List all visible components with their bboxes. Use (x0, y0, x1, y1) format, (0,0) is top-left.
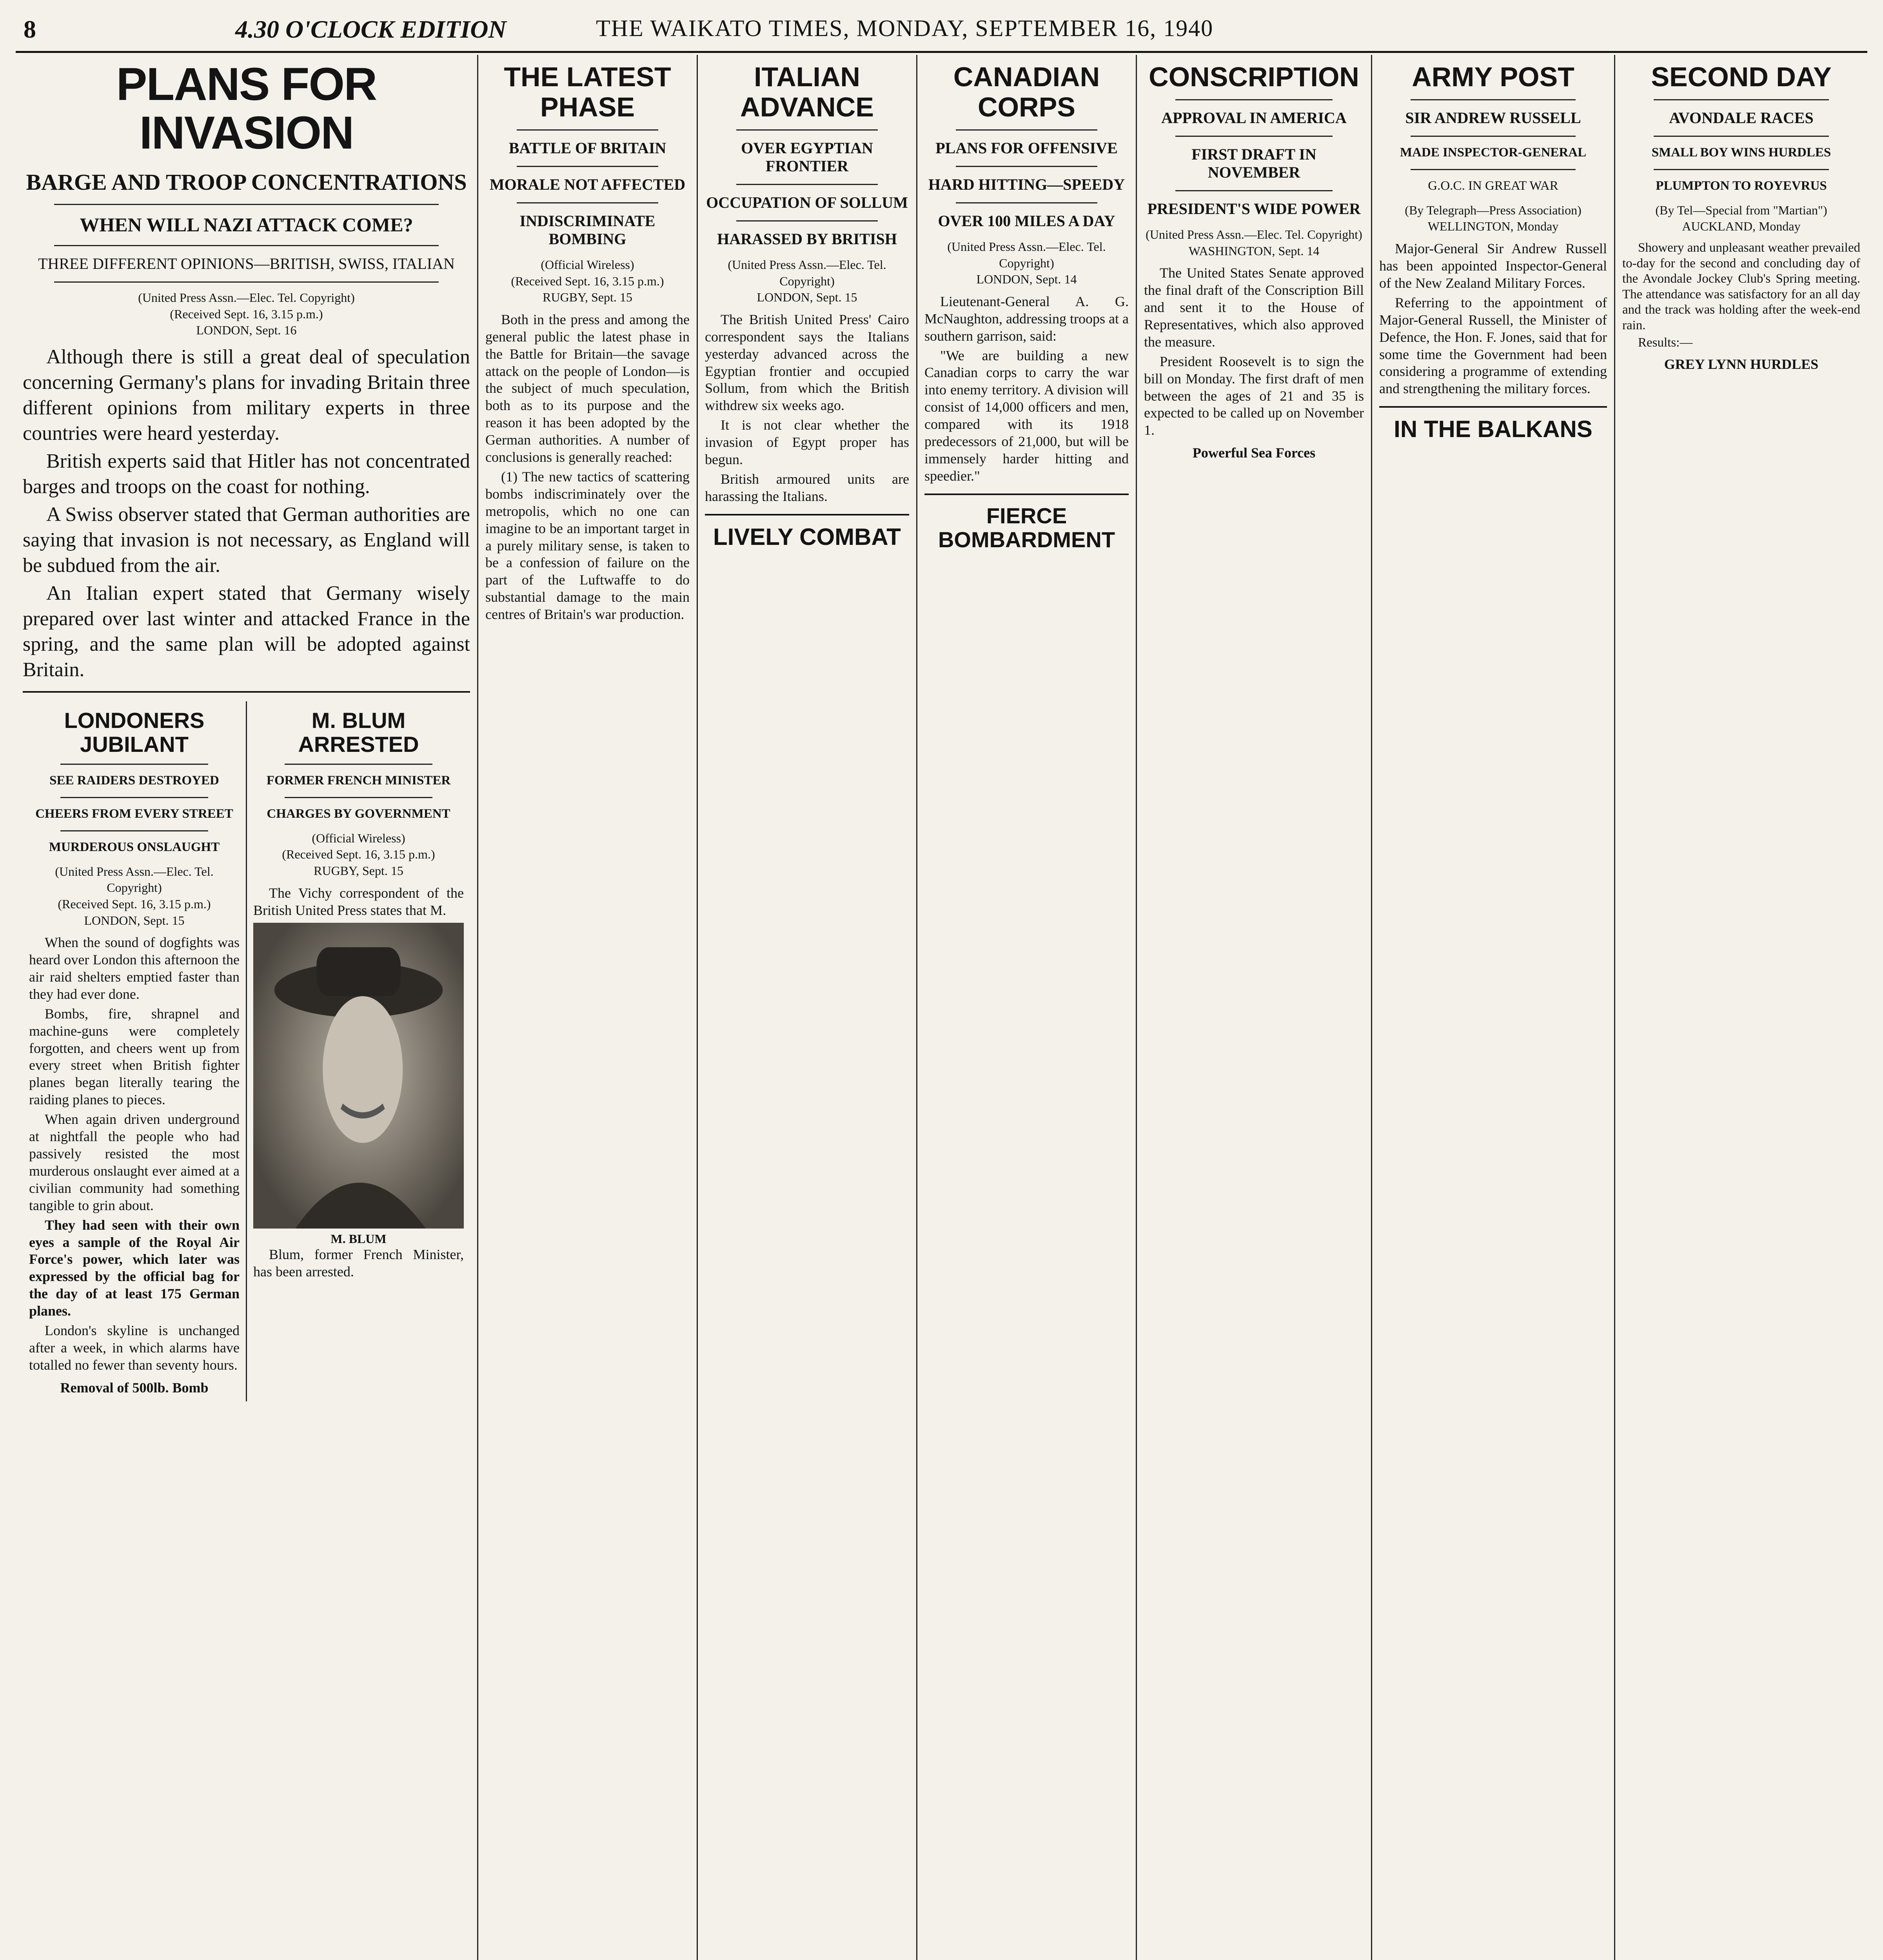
conscription-subhead: Powerful Sea Forces (1192, 445, 1316, 461)
latest-dateline (485, 257, 690, 306)
edition-label: 4.30 O'CLOCK EDITION (235, 15, 507, 43)
italian-place: LONDON, Sept. 15 (757, 290, 857, 305)
canadian-deck-3: OVER 100 MILES A DAY (938, 212, 1115, 230)
conscription-para-1: The United States Senate approved the final draft of the Conscription Bill and sent it to the House of Representatives, which also approved the measure. (1144, 265, 1364, 350)
italian-para-3: British armoured units are harassing the Italians. (705, 471, 909, 504)
londoners-column (23, 701, 247, 1401)
races-deck-3: PLUMPTON TO ROYEVRUS (1656, 178, 1827, 193)
conscription-para-2: President Roosevelt is to sign the bill on Monday. The first draft of men between the ages of 21 and 35 is expected to be called up on November 1. (1144, 353, 1364, 438)
londoners-para-3: When again driven underground at nightfall the people who had passively resisted the most murderous onslaught ever aimed at a civilian community had something tangible to grin about. (29, 1111, 240, 1213)
blum-caption: Blum, former French Minister, has been arrested. (253, 1247, 464, 1280)
londoners-para-1: When the sound of dogfights was heard over London this afternoon the air raid shelters emptied faster than they had ever done. (29, 935, 240, 1002)
italian-headline: ITALIAN ADVANCE (740, 62, 874, 122)
londoners-bold-para: They had seen with their own eyes a sample of the Royal Air Force's power, which later was expressed by the official bag for the day of at least 175 German planes. (29, 1217, 240, 1319)
londoners-para-4: London's skyline is unchanged after a week, in which alarms have totalled no fewer than seventy hours. (29, 1323, 240, 1373)
blum-credit: (Official Wireless) (312, 831, 405, 845)
blum-deck-2: CHARGES BY GOVERNMENT (267, 806, 450, 821)
canadian-deck-1: PLANS FOR OFFENSIVE (935, 139, 1118, 157)
invasion-deck-2: WHEN WILL NAZI ATTACK COME? (80, 214, 413, 236)
blum-deck-1: FORMER FRENCH MINISTER (266, 773, 451, 788)
londoners-deck-1: SEE RAIDERS DESTROYED (49, 773, 219, 788)
canadian-deck-2: HARD HITTING—SPEEDY (928, 176, 1125, 193)
blum-headline: M. BLUM ARRESTED (298, 708, 419, 757)
londoners-deck-2: CHEERS FROM EVERY STREET (35, 806, 233, 821)
londoners-dateline (29, 864, 240, 929)
paper-dateline: THE WAIKATO TIMES, MONDAY, SEPTEMBER 16, 1940 (596, 15, 1214, 41)
races-subhead: GREY LYNN HURDLES (1664, 356, 1819, 372)
invasion-credit: (United Press Assn.—Elec. Tel. Copyright) (138, 290, 355, 305)
lower-left-columns (23, 701, 470, 1401)
conscription-column (1137, 55, 1372, 1960)
conscription-deck-2: FIRST DRAFT IN NOVEMBER (1191, 145, 1316, 181)
conscription-credit: (United Press Assn.—Elec. Tel. Copyright) (1146, 227, 1362, 241)
italian-credit: (United Press Assn.—Elec. Tel. Copyright) (728, 258, 886, 288)
italian-para-2: It is not clear whether the invasion of Egypt proper has begun. (705, 417, 909, 468)
londoners-para-2: Bombs, fire, shrapnel and machine-guns were completely forgotten, and cheers went up from every street when British fighter planes began literally tearing the raiding planes to pieces. (29, 1005, 240, 1108)
army-deck-3: G.O.C. IN GREAT WAR (1428, 178, 1558, 193)
blum-dateline (253, 830, 464, 879)
conscription-deck-3: PRESIDENT'S WIDE POWER (1147, 200, 1361, 218)
invasion-dateline (23, 290, 470, 339)
londoners-credit: (United Press Assn.—Elec. Tel. Copyright) (55, 864, 214, 895)
blum-photo-label: M. BLUM (330, 1232, 387, 1246)
invasion-deck-3: THREE DIFFERENT OPINIONS—BRITISH, SWISS, ITALIAN (38, 254, 455, 272)
army-para-2: Referring to the appointment of Major-General Russell, the Minister of Defence, the Hon. F. Jones, said that for some time the Government had been considering a programme of extending and strengthening the military forces. (1379, 294, 1607, 397)
invasion-deck-1: BARGE AND TROOP CONCENTRATIONS (26, 169, 467, 195)
canadian-headline: CANADIAN CORPS (953, 62, 1100, 122)
races-column (1615, 55, 1867, 1960)
conscription-deck-1: APPROVAL IN AMERICA (1161, 109, 1347, 127)
latest-deck-2: MORALE NOT AFFECTED (489, 176, 686, 193)
italian-deck-2: OCCUPATION OF SOLLUM (706, 194, 908, 211)
portrait-illustration (253, 923, 464, 1229)
army-headline: ARMY POST (1412, 62, 1574, 92)
races-para-2: Results:— (1638, 335, 1693, 350)
balkans-headline: IN THE BALKANS (1394, 416, 1592, 443)
conscription-headline: CONSCRIPTION (1149, 62, 1359, 92)
races-results (1622, 240, 1860, 372)
invasion-headline: PLANS FOR INVASION (116, 58, 377, 159)
conscription-dateline (1144, 227, 1364, 259)
canadian-dateline (924, 239, 1129, 288)
latest-credit: (Official Wireless) (541, 258, 634, 272)
invasion-block (16, 55, 478, 1960)
invasion-para-1: Although there is still a great deal of speculation concerning Germany's plans for invading Britain three different opinions from military experts in three countries were heard yesterday. (23, 345, 470, 445)
latest-phase-column (478, 55, 698, 1960)
blum-column (247, 701, 470, 1401)
italian-deck-3: HARASSED BY BRITISH (717, 230, 897, 248)
italian-advance-column (698, 55, 917, 1960)
races-dateline (1622, 202, 1860, 235)
invasion-para-4: An Italian expert stated that Germany wisely prepared over last winter and attacked France in the spring, and the same plan will be adopted against Britain. (23, 582, 470, 681)
latest-para-1: Both in the press and among the general public the latest phase in the Battle for Britain—the savage attack on the people of London—is the subject of much speculation, both as to its purpose and the reason it has been adopted by the German authorities. A number of conclusions is generally reached: (485, 311, 690, 465)
canadian-place: LONDON, Sept. 14 (976, 272, 1077, 287)
fierce-bombardment-headline: FIERCE BOMBARDMENT (938, 503, 1115, 552)
latest-headline: THE LATEST PHASE (504, 62, 671, 122)
canadian-para-2: "We are building a new Canadian corps to carry the war into enemy territory. A division will consist of 14,000 officers and men, compared with its 1918 predecessors of 21,000, but will be immensely harder hitting and speedier." (924, 347, 1129, 484)
italian-deck-1: OVER EGYPTIAN FRONTIER (741, 139, 873, 175)
army-credit: (By Telegraph—Press Association) (1405, 203, 1582, 217)
blum-para: The Vichy correspondent of the British United Press states that M. (253, 885, 464, 918)
invasion-para-3: A Swiss observer stated that German authorities are saying that invasion is not necessary, as England will be subdued from the air. (23, 503, 470, 577)
blum-place: RUGBY, Sept. 15 (314, 864, 403, 878)
races-deck-2: SMALL BOY WINS HURDLES (1651, 145, 1831, 160)
canadian-para-1: Lieutenant-General A. G. McNaughton, addressing troops at a southern garrison, said: (924, 293, 1129, 344)
races-deck-1: AVONDALE RACES (1669, 109, 1814, 127)
invasion-place: LONDON, Sept. 16 (196, 323, 297, 338)
army-dateline (1379, 202, 1607, 235)
londoners-received: (Received Sept. 16, 3.15 p.m.) (58, 897, 211, 911)
army-post-column (1372, 55, 1615, 1960)
races-credit: (By Tel—Special from "Martian") (1655, 203, 1827, 217)
page-number: 8 (24, 15, 36, 43)
blum-portrait-photo (253, 923, 464, 1229)
londoners-headline: LONDONERS JUBILANT (64, 708, 205, 757)
invasion-received: (Received Sept. 16, 3.15 p.m.) (170, 307, 323, 321)
blum-received: (Received Sept. 16, 3.15 p.m.) (282, 847, 435, 862)
conscription-place: WASHINGTON, Sept. 14 (1188, 243, 1320, 258)
invasion-para-2: British experts said that Hitler has not concentrated barges and troops on the coast for nothing. (23, 450, 470, 498)
latest-received: (Received Sept. 16, 3.15 p.m.) (511, 274, 664, 288)
canadian-corps-column (917, 55, 1137, 1960)
latest-deck-3: INDISCRIMINATE BOMBING (519, 212, 656, 248)
army-place: WELLINGTON, Monday (1427, 219, 1559, 234)
army-deck-1: SIR ANDREW RUSSELL (1405, 109, 1581, 127)
army-deck-2: MADE INSPECTOR-GENERAL (1400, 145, 1587, 160)
londoners-subhead: Removal of 500lb. Bomb (60, 1379, 209, 1396)
londoners-deck-3: MURDEROUS ONSLAUGHT (49, 840, 220, 854)
latest-para-2: (1) The new tactics of scattering bombs indiscriminately over the metropolis, which no one can imagine to be an important target in a purely military sense, is taken to be a confession of failure on the part of the Luftwaffe to do substantial damage to the main centres of Britain's war production. (485, 468, 690, 622)
londoners-place: LONDON, Sept. 15 (84, 913, 185, 927)
canadian-credit: (United Press Assn.—Elec. Tel. Copyright) (947, 240, 1106, 270)
masthead (16, 8, 1867, 53)
army-para-1: Major-General Sir Andrew Russell has been appointed Inspector-General of the New Zealand Military Forces. (1379, 241, 1607, 291)
lively-combat-headline: LIVELY COMBAT (713, 523, 901, 550)
races-para-1: Showery and unpleasant weather prevailed to-day for the second and concluding day of the Avondale Jockey Club's Spring meeting. The attendance was satisfactory for an all day and the track was holding after the week-end rain. (1622, 241, 1860, 333)
italian-dateline (705, 257, 909, 306)
italian-para-1: The British United Press' Cairo correspondent says the Italians yesterday advanced across the Egyptian frontier and occupied Sollum, from which the British withdrew six weeks ago. (705, 311, 909, 414)
latest-deck-1: BATTLE OF BRITAIN (508, 139, 666, 157)
latest-place: RUGBY, Sept. 15 (543, 290, 632, 305)
races-place: AUCKLAND, Monday (1682, 219, 1801, 234)
races-headline: SECOND DAY (1651, 62, 1832, 92)
